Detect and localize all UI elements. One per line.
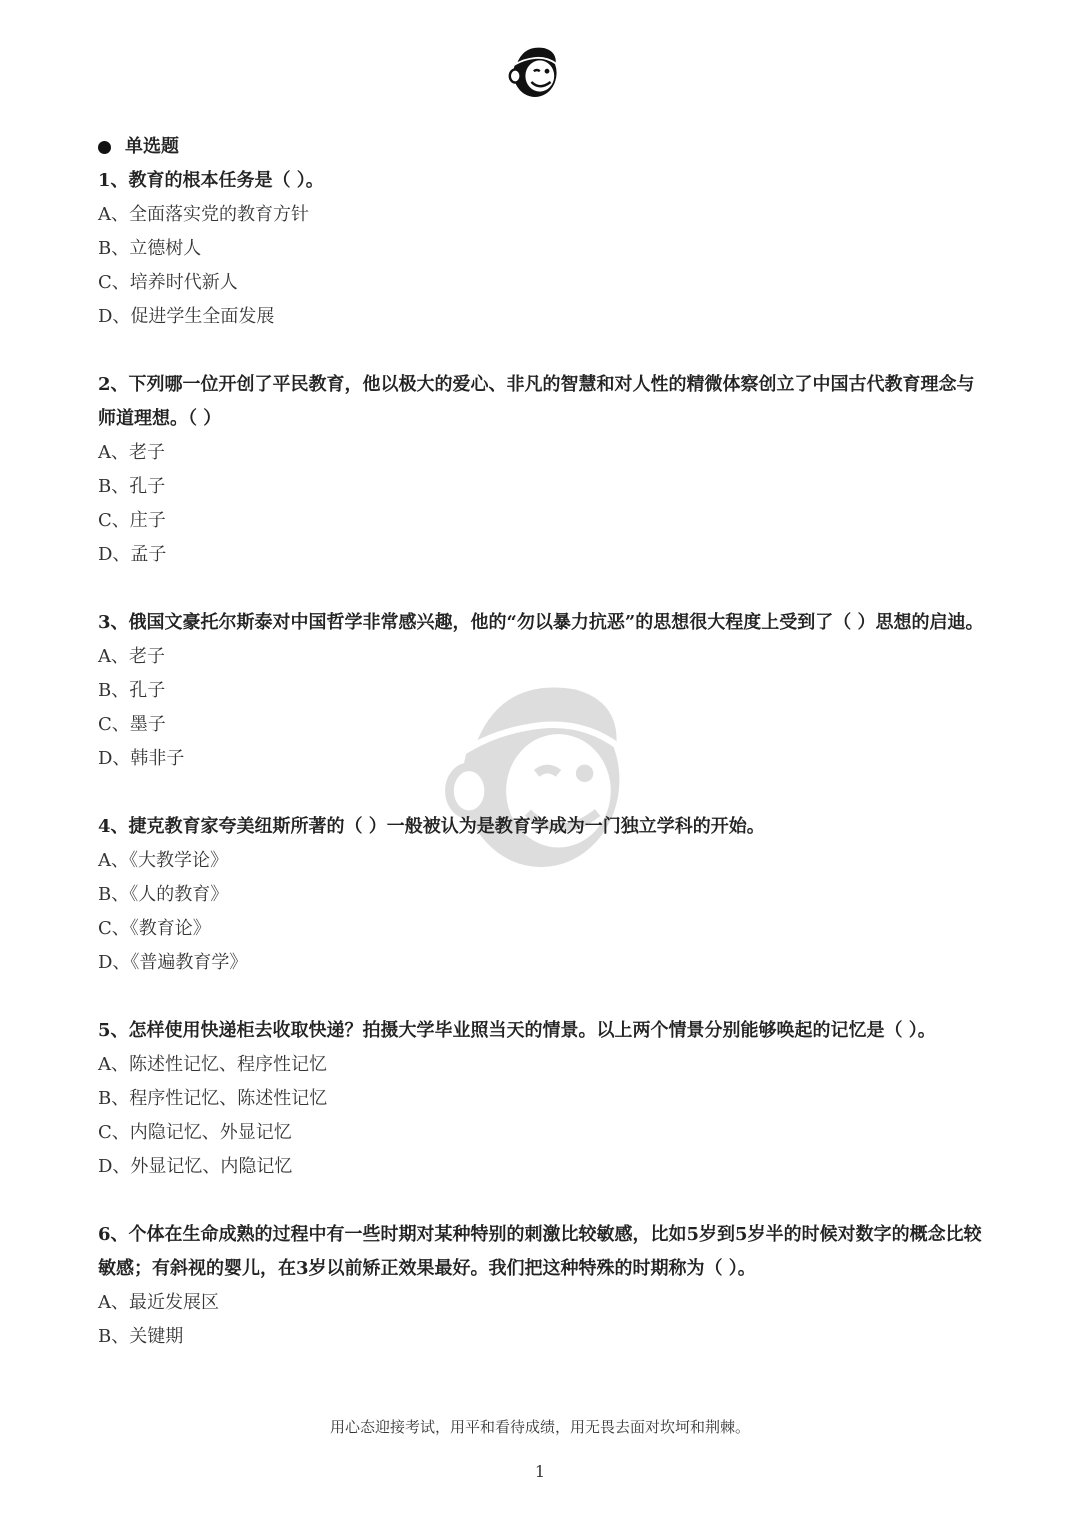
question-4 [98,810,988,980]
option-a: A、最近发展区 [98,1292,219,1313]
option-b: B、立德树人 [98,238,202,259]
section-title: 单选题 [125,136,179,157]
option-c: C、内隐记忆、外显记忆 [98,1122,292,1143]
option-d: D、韩非子 [98,748,185,769]
option-a: A、《大教学论》 [98,850,228,871]
option-d: D、外显记忆、内隐记忆 [98,1156,293,1177]
question-6 [98,1218,988,1354]
bullet-icon [98,141,111,154]
question-text: 5、怎样使用快递柜去收取快递？拍摄大学毕业照当天的情景。以上两个情景分别能够唤起的记忆是（ ）。 [98,1020,936,1041]
footer-motto: 用心态迎接考试，用平和看待成绩，用无畏去面对坎坷和荆棘。 [329,1418,750,1436]
question-1 [98,164,988,334]
question-text: 4、捷克教育家夸美纽斯所著的（ ）一般被认为是教育学成为一门独立学科的开始。 [98,816,765,837]
option-a: A、全面落实党的教育方针 [98,204,309,225]
question-2 [98,368,988,572]
option-d: D、《普遍教育学》 [98,952,248,973]
option-b: B、程序性记忆、陈述性记忆 [98,1088,328,1109]
option-b: B、孔子 [98,476,166,497]
option-d: D、孟子 [98,544,167,565]
option-c: C、庄子 [98,510,166,531]
option-c: C、《教育论》 [98,918,211,939]
monkey-mascot-icon [505,40,565,100]
option-b: B、关键期 [98,1326,184,1347]
option-c: C、墨子 [98,714,166,735]
option-d: D、促进学生全面发展 [98,306,275,327]
question-5 [98,1014,988,1184]
question-text: 1、教育的根本任务是（ ）。 [98,170,324,191]
option-b: B、孔子 [98,680,166,701]
option-a: A、陈述性记忆、程序性记忆 [98,1054,327,1075]
question-list [98,130,988,1388]
option-a: A、老子 [98,442,165,463]
question-text: 6、个体在生命成熟的过程中有一些时期对某种特别的刺激比较敏感，比如5岁到5岁半的时候对数字的概念比较敏感；有斜视的婴儿，在3岁以前矫正效果最好。我们把这种特殊的时期称为（ ）。 [98,1224,982,1279]
question-text: 3、俄国文豪托尔斯泰对中国哲学非常感兴趣，他的“勿以暴力抗恶”的思想很大程度上受到了（ ）思想的启迪。 [98,612,984,633]
option-b: B、《人的教育》 [98,884,229,905]
section-heading [98,130,988,164]
page-number: 1 [534,1462,546,1481]
option-c: C、培养时代新人 [98,272,238,293]
option-a: A、老子 [98,646,165,667]
question-text: 2、下列哪一位开创了平民教育，他以极大的爱心、非凡的智慧和对人性的精微体察创立了中国古代教育理念与师道理想。（ ） [98,374,975,429]
question-3 [98,606,988,776]
